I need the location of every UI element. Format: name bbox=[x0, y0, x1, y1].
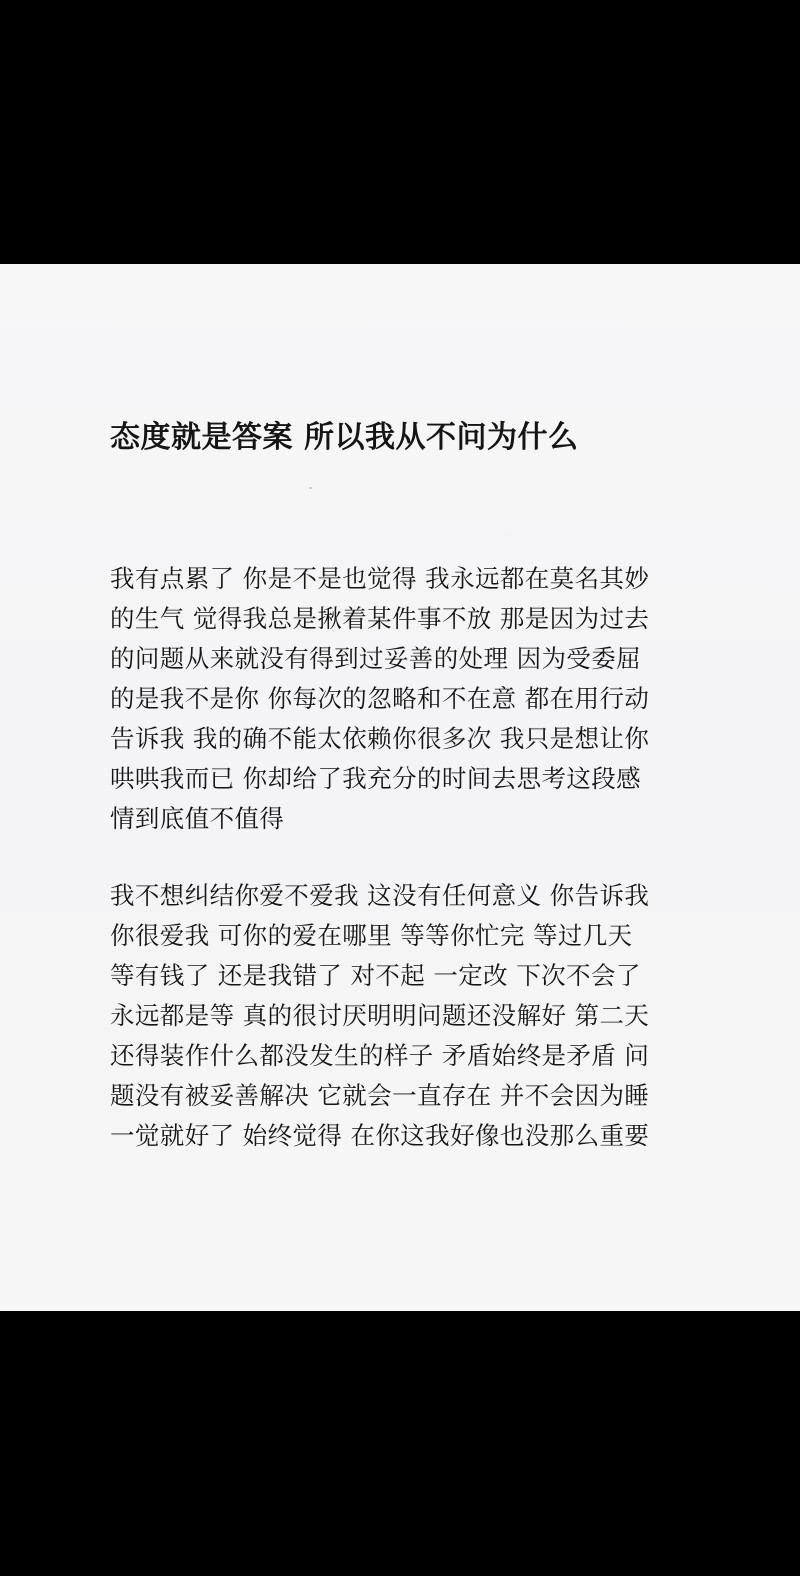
paragraph-2 bbox=[110, 876, 710, 1156]
top-black-bar bbox=[0, 0, 800, 264]
decorative-dot bbox=[309, 487, 312, 489]
paragraph-line: 的问题从来就没有得到过妥善的处理 因为受委屈 bbox=[110, 644, 642, 673]
paragraph-line: 我不想纠结你爱不爱我 这没有任何意义 你告诉我 bbox=[110, 881, 650, 910]
paragraph-1 bbox=[110, 559, 710, 839]
paragraph-line: 的生气 觉得我总是揪着某件事不放 那是因为过去 bbox=[110, 604, 650, 633]
bottom-black-bar bbox=[0, 1311, 800, 1576]
paragraph-line: 情到底值不值得 bbox=[110, 804, 285, 833]
paragraph-line: 你很爱我 可你的爱在哪里 等等你忙完 等过几天 bbox=[110, 921, 633, 950]
page-title: 态度就是答案 所以我从不问为什么 bbox=[110, 420, 579, 455]
paragraph-line: 一觉就好了 始终觉得 在你这我好像也没那么重要 bbox=[110, 1121, 650, 1150]
paragraph-line: 告诉我 我的确不能太依赖你很多次 我只是想让你 bbox=[110, 724, 650, 753]
paragraph-line: 等有钱了 还是我错了 对不起 一定改 下次不会了 bbox=[110, 961, 641, 990]
paragraph-line: 还得装作什么都没发生的样子 矛盾始终是矛盾 问 bbox=[110, 1041, 650, 1070]
paragraph-line: 我有点累了 你是不是也觉得 我永远都在莫名其妙 bbox=[110, 564, 650, 593]
paragraph-line: 哄哄我而已 你却给了我充分的时间去思考这段感 bbox=[110, 764, 642, 793]
text-card bbox=[0, 264, 800, 1311]
paragraph-line: 的是我不是你 你每次的忽略和不在意 都在用行动 bbox=[110, 684, 650, 713]
paragraph-line: 题没有被妥善解决 它就会一直存在 并不会因为睡 bbox=[110, 1081, 650, 1110]
paragraph-line: 永远都是等 真的很讨厌明明问题还没解好 第二天 bbox=[110, 1001, 650, 1030]
